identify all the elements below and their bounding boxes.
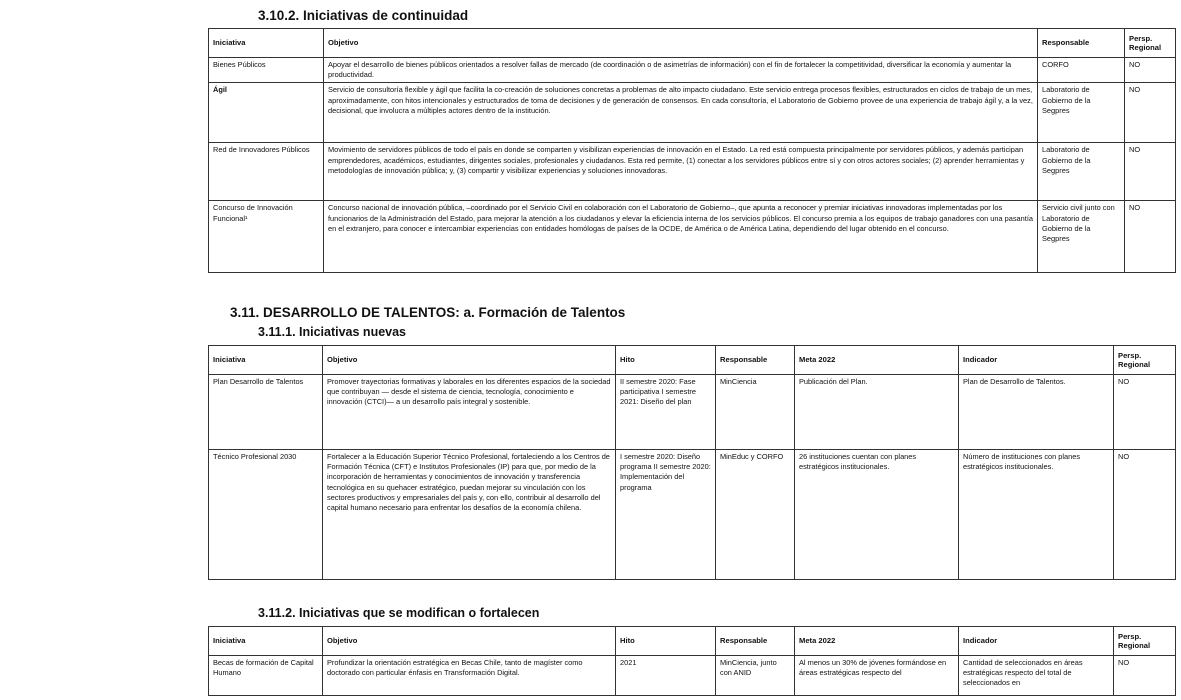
subheading-iniciativas-modifican: 3.11.2. Iniciativas que se modifican o fortalecen <box>258 606 540 620</box>
table-iniciativas-nuevas <box>208 345 1176 580</box>
cell-indicador: Número de instituciones con planes estratégicos institucionales. <box>959 450 1114 580</box>
table-row <box>209 83 1176 143</box>
table-header-row <box>209 346 1176 375</box>
table-row <box>209 201 1176 273</box>
table-row <box>209 143 1176 201</box>
cell-responsable: Laboratorio de Gobierno de la Segpres <box>1038 143 1125 201</box>
header-objetivo: Objetivo <box>324 29 1038 58</box>
cell-objetivo: Promover trayectorias formativas y laborales en los diferentes espacios de la sociedad que contribuyan — desde el sistema de ciencia, tecnología, conocimiento e innovación (CTCI)— a un desarrollo país integral y sostenible. <box>323 375 616 450</box>
cell-persp: NO <box>1125 201 1176 273</box>
table-iniciativas-modifican <box>208 626 1176 696</box>
cell-iniciativa: Ágil <box>209 83 324 143</box>
cell-responsable: MinCiencia, junto con ANID <box>716 656 795 696</box>
header-indicador: Indicador <box>959 346 1114 375</box>
cell-meta: 26 instituciones cuentan con planes estratégicos institucionales. <box>795 450 959 580</box>
cell-responsable: MinEduc y CORFO <box>716 450 795 580</box>
cell-iniciativa: Bienes Públicos <box>209 58 324 83</box>
cell-persp: NO <box>1125 58 1176 83</box>
cell-persp: NO <box>1125 83 1176 143</box>
cell-responsable: Servicio civil junto con Laboratorio de Gobierno de la Segpres <box>1038 201 1125 273</box>
header-indicador: Indicador <box>959 627 1114 656</box>
header-responsable: Responsable <box>1038 29 1125 58</box>
cell-persp: NO <box>1114 656 1176 696</box>
cell-persp: NO <box>1114 375 1176 450</box>
header-hito: Hito <box>616 346 716 375</box>
cell-objetivo: Movimiento de servidores públicos de todo el país en donde se comparten y visibilizan experiencias de innovación en el Estado. La red está compuesta principalmente por servidores públicos, y además participan emprendedores, académicos, estudiantes, dirigentes sociales, profesionales y ciudadanos. Esta red permite, (1) conectar a los servidores públicos entre sí y con otros actores sociales; (2) aprender herramientas y metodologías de innovación pública; y, (3) compartir y visibilizar experiencias y soluciones innovadoras. <box>324 143 1038 201</box>
cell-responsable: MinCiencia <box>716 375 795 450</box>
table-header-row <box>209 29 1176 58</box>
cell-hito: II semestre 2020: Fase participativa I semestre 2021: Diseño del plan <box>616 375 716 450</box>
cell-persp: NO <box>1114 450 1176 580</box>
header-objetivo: Objetivo <box>323 346 616 375</box>
cell-iniciativa: Becas de formación de Capital Humano <box>209 656 323 696</box>
section-heading-continuidad: 3.10.2. Iniciativas de continuidad <box>258 8 469 23</box>
table-header-row <box>209 627 1176 656</box>
cell-indicador: Cantidad de seleccionados en áreas estratégicas respecto del total de seleccionados en <box>959 656 1114 696</box>
header-hito: Hito <box>616 627 716 656</box>
header-meta: Meta 2022 <box>795 346 959 375</box>
cell-iniciativa: Red de Innovadores Públicos <box>209 143 324 201</box>
cell-objetivo: Concurso nacional de innovación pública, –coordinado por el Servicio Civil en colaboración con el Laboratorio de Gobierno–, que apunta a reconocer y premiar iniciativas innovadoras implementadas por los funcionarios de la Administración del Estado, para mejorar la atención a los ciudadanos y elevar la eficiencia interna de los servicios públicos. El concurso premia a los equipos de trabajo ganadores con una pasantía en el extranjero, para conocer e intercambiar experiencias con entidades homólogas de países de la OCDE, de América o de América Latina, dependiendo del lugar obtenido en el concurso. <box>324 201 1038 273</box>
header-objetivo: Objetivo <box>323 627 616 656</box>
section-heading-desarrollo-talentos: 3.11. DESARROLLO DE TALENTOS: a. Formación de Talentos <box>230 305 626 320</box>
cell-objetivo: Profundizar la orientación estratégica en Becas Chile, tanto de magíster como doctorado con particular énfasis en Transformación Digital. <box>323 656 616 696</box>
table-row <box>209 58 1176 83</box>
cell-meta: Publicación del Plan. <box>795 375 959 450</box>
cell-responsable: CORFO <box>1038 58 1125 83</box>
header-responsable: Responsable <box>716 346 795 375</box>
cell-hito: I semestre 2020: Diseño programa II semestre 2020: Implementación del programa <box>616 450 716 580</box>
cell-objetivo: Servicio de consultoría flexible y ágil que facilita la co-creación de soluciones concretas a problemas de alto impacto ciudadano. Este servicio entrega procesos flexibles, estructurados en ciclos de trabajo de un mes, aproximadamente, con hitos intencionales y estructurados de toma de decisiones y de generación de consensos. En cada consultoría, el Laboratorio de Gobierno provee de una experiencia de trabajo ágil y, a la vez, decisional, que involucra a múltiples actores dentro de la institución. <box>324 83 1038 143</box>
cell-objetivo: Apoyar el desarrollo de bienes públicos orientados a resolver fallas de mercado (de coordinación o de asimetrías de información) con el fin de fortalecer la competitividad, diversificar la economía y aumentar la productividad. <box>324 58 1038 83</box>
cell-meta: Al menos un 30% de jóvenes formándose en áreas estratégicas respecto del <box>795 656 959 696</box>
cell-responsable: Laboratorio de Gobierno de la Segpres <box>1038 83 1125 143</box>
header-responsable: Responsable <box>716 627 795 656</box>
cell-iniciativa: Plan Desarrollo de Talentos <box>209 375 323 450</box>
cell-hito: 2021 <box>616 656 716 696</box>
cell-iniciativa: Técnico Profesional 2030 <box>209 450 323 580</box>
cell-objetivo: Fortalecer a la Educación Superior Técnico Profesional, fortaleciendo a los Centros de Formación Técnica (CFT) e Institutos Profesionales (IP) para que, por medio de la incorporación de herramientas y conocimientos de innovación y transferencia tecnológica en su quehacer estratégico, puedan mejorar su vinculación con los sectores productivos y empresariales del país y, con ello, contribuir al desarrollo del capital humano necesario para enfrentar los desafíos de la economía chilena. <box>323 450 616 580</box>
cell-iniciativa: Concurso de Innovación Funcional¹ <box>209 201 324 273</box>
header-persp: Persp. Regional <box>1114 346 1176 375</box>
cell-persp: NO <box>1125 143 1176 201</box>
table-row <box>209 375 1176 450</box>
header-iniciativa: Iniciativa <box>209 346 323 375</box>
header-iniciativa: Iniciativa <box>209 627 323 656</box>
header-meta: Meta 2022 <box>795 627 959 656</box>
cell-indicador: Plan de Desarrollo de Talentos. <box>959 375 1114 450</box>
table-row <box>209 450 1176 580</box>
header-iniciativa: Iniciativa <box>209 29 324 58</box>
table-row <box>209 656 1176 696</box>
header-persp: Persp. Regional <box>1114 627 1176 656</box>
header-persp: Persp. Regional <box>1125 29 1176 58</box>
subheading-iniciativas-nuevas: 3.11.1. Iniciativas nuevas <box>258 325 407 339</box>
table-continuidad <box>208 28 1176 273</box>
